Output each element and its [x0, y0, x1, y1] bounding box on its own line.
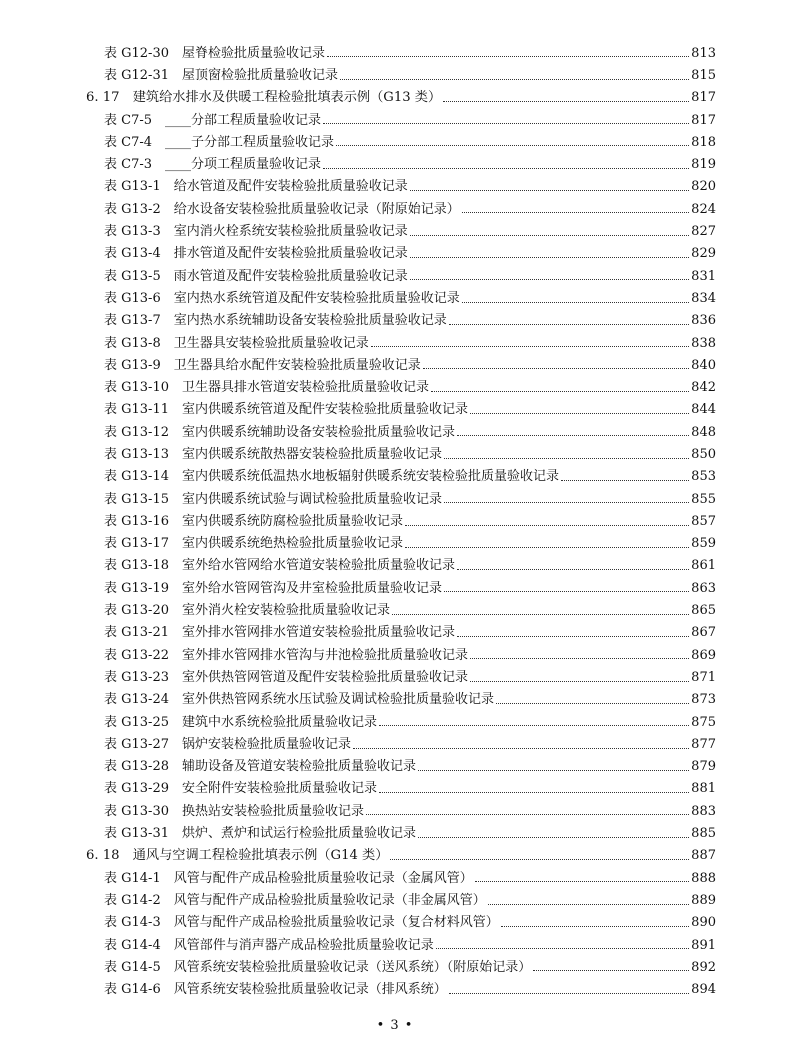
dot-leader	[410, 257, 689, 258]
toc-page-number: 890	[691, 915, 716, 931]
dot-leader	[533, 970, 689, 971]
dot-leader	[418, 770, 689, 771]
toc-entry[interactable]	[0, 376, 790, 398]
toc-entry-label: 表 G13-7 室内热水系统辅助设备安装检验批质量验收记录	[104, 313, 447, 329]
toc-entry[interactable]	[0, 243, 790, 265]
dot-leader	[371, 346, 689, 347]
toc-entry-label: 表 G12-30 屋脊检验批质量验收记录	[104, 45, 325, 61]
dot-leader	[457, 435, 689, 436]
toc-entry[interactable]	[0, 332, 790, 354]
toc-entry[interactable]	[0, 533, 790, 555]
dot-leader	[392, 614, 689, 615]
dot-leader	[431, 391, 689, 392]
dot-leader	[423, 368, 689, 369]
toc-page-number: 848	[691, 424, 716, 440]
toc-entry[interactable]	[0, 287, 790, 309]
dot-leader	[449, 993, 689, 994]
toc-entry[interactable]	[0, 778, 790, 800]
toc-entry[interactable]	[0, 867, 790, 889]
toc-entry-label: 表 G12-31 屋顶窗检验批质量验收记录	[104, 67, 338, 83]
toc-page-number: 877	[691, 736, 716, 752]
toc-page-number: 853	[691, 469, 716, 485]
toc-page-number: 894	[691, 982, 716, 998]
toc-page-number: 865	[691, 603, 716, 619]
toc-entry-label: 表 G13-14 室内供暖系统低温热水地板辐射供暖系统安装检验批质量验收记录	[104, 469, 559, 485]
toc-page-number: 817	[691, 90, 716, 106]
toc-entry-label: 表 G13-3 室内消火栓系统安装检验批质量验收记录	[104, 224, 408, 240]
toc-section[interactable]	[0, 87, 790, 109]
dot-leader	[405, 525, 689, 526]
toc-entry-label: 表 G13-22 室外排水管网排水管沟与井池检验批质量验收记录	[104, 647, 468, 663]
dot-leader	[379, 725, 689, 726]
dot-leader	[457, 569, 689, 570]
toc-entry[interactable]	[0, 131, 790, 153]
dot-leader	[501, 926, 689, 927]
toc-entry-label: 表 G13-12 室内供暖系统辅助设备安装检验批质量验收记录	[104, 424, 455, 440]
toc-page-number: 842	[691, 380, 716, 396]
toc-entry[interactable]	[0, 577, 790, 599]
toc-entry[interactable]	[0, 934, 790, 956]
toc-entry-label: 表 C7-4 ____子分部工程质量验收记录	[104, 134, 335, 150]
toc-entry-label: 表 G13-25 建筑中水系统检验批质量验收记录	[104, 714, 377, 730]
dot-leader	[410, 190, 689, 191]
toc-entry[interactable]	[0, 198, 790, 220]
dot-leader	[327, 56, 689, 57]
toc-page-number: 819	[691, 157, 716, 173]
toc-page-number: 881	[691, 781, 716, 797]
dot-leader	[336, 145, 689, 146]
toc-entry[interactable]	[0, 666, 790, 688]
toc-entry[interactable]	[0, 956, 790, 978]
toc-entry[interactable]	[0, 889, 790, 911]
toc-page-number: 879	[691, 759, 716, 775]
dot-leader	[436, 948, 689, 949]
toc-entry-label: 6. 18 通风与空调工程检验批填表示例（G14 类）	[86, 848, 389, 864]
toc-page-number: 840	[691, 357, 716, 373]
dot-leader	[470, 658, 689, 659]
toc-entry-label: 表 G13-1 给水管道及配件安装检验批质量验收记录	[104, 179, 408, 195]
page-number: • 3 •	[376, 1018, 414, 1033]
toc-page-number: 844	[691, 402, 716, 418]
dot-leader	[340, 79, 689, 80]
toc-page-number: 861	[691, 558, 716, 574]
toc-page-number: 867	[691, 625, 716, 641]
toc-page-number: 863	[691, 580, 716, 596]
dot-leader	[410, 235, 689, 236]
toc-entry-label: 表 G13-18 室外给水管网给水管道安装检验批质量验收记录	[104, 558, 455, 574]
toc-page-number: 813	[691, 45, 716, 61]
toc-entry[interactable]	[0, 912, 790, 934]
toc-page-number: 834	[691, 290, 716, 306]
dot-leader	[443, 101, 689, 102]
toc-page-number: 855	[691, 491, 716, 507]
toc-entry[interactable]	[0, 109, 790, 131]
toc-entry-label: 6. 17 建筑给水排水及供暖工程检验批填表示例（G13 类）	[86, 90, 442, 106]
toc-entry-label: 表 G13-16 室内供暖系统防腐检验批质量验收记录	[104, 513, 403, 529]
toc-entry[interactable]	[0, 443, 790, 465]
toc-entry-label: 表 G13-19 室外给水管网管沟及井室检验批质量验收记录	[104, 580, 442, 596]
toc-entry[interactable]	[0, 265, 790, 287]
toc-entry-label: 表 G13-6 室内热水系统管道及配件安装检验批质量验收记录	[104, 290, 460, 306]
toc-page-number: 817	[691, 112, 716, 128]
toc-entry[interactable]	[0, 555, 790, 577]
toc-entry-label: 表 G14-2 风管与配件产成品检验批质量验收记录（非金属风管）	[104, 892, 486, 908]
dot-leader	[470, 681, 689, 682]
dot-leader	[379, 792, 689, 793]
toc-entry[interactable]	[0, 978, 790, 1000]
toc-page-number: 824	[691, 201, 716, 217]
toc-page-number: 831	[691, 268, 716, 284]
toc-entry-label: 表 G13-9 卫生器具给水配件安装检验批质量验收记录	[104, 357, 421, 373]
toc-entry-label: 表 G13-8 卫生器具安装检验批质量验收记录	[104, 335, 369, 351]
dot-leader	[488, 904, 689, 905]
toc-entry-label: 表 G14-4 风管部件与消声器产成品检验批质量验收记录	[104, 937, 434, 953]
toc-entry[interactable]	[0, 153, 790, 175]
toc-entry-label: 表 G13-20 室外消火栓安装检验批质量验收记录	[104, 603, 390, 619]
toc-page-number: 869	[691, 647, 716, 663]
dot-leader	[449, 324, 689, 325]
toc-entry-label: 表 G13-28 辅助设备及管道安装检验批质量验收记录	[104, 759, 416, 775]
toc-page-number: 871	[691, 669, 716, 685]
dot-leader	[410, 279, 689, 280]
toc-page-number: 888	[691, 870, 716, 886]
toc-entry[interactable]	[0, 800, 790, 822]
toc-entry[interactable]	[0, 42, 790, 64]
toc-page-number: 859	[691, 536, 716, 552]
toc-entry-label: 表 G14-1 风管与配件产成品检验批质量验收记录（金属风管）	[104, 870, 473, 886]
dot-leader	[496, 703, 689, 704]
toc-entry[interactable]	[0, 599, 790, 621]
dot-leader	[475, 881, 689, 882]
toc-entry[interactable]	[0, 711, 790, 733]
toc-entry[interactable]	[0, 310, 790, 332]
toc-entry-label: 表 C7-3 ____分项工程质量验收记录	[104, 157, 322, 173]
toc-entry[interactable]	[0, 733, 790, 755]
toc-entry[interactable]	[0, 488, 790, 510]
toc-entry[interactable]	[0, 176, 790, 198]
toc-entry[interactable]	[0, 510, 790, 532]
toc-page-number: 875	[691, 714, 716, 730]
toc-page-number: 892	[691, 959, 716, 975]
toc-entry[interactable]	[0, 354, 790, 376]
toc-entry-label: 表 C7-5 ____分部工程质量验收记录	[104, 112, 322, 128]
dot-leader	[390, 859, 689, 860]
toc-entry-label: 表 G13-10 卫生器具排水管道安装检验批质量验收记录	[104, 380, 429, 396]
dot-leader	[353, 748, 689, 749]
toc-entry-label: 表 G13-13 室内供暖系统散热器安装检验批质量验收记录	[104, 446, 442, 462]
toc-entry-label: 表 G13-5 雨水管道及配件安装检验批质量验收记录	[104, 268, 408, 284]
toc-entry-label: 表 G14-3 风管与配件产成品检验批质量验收记录（复合材料风管）	[104, 915, 499, 931]
toc-entry[interactable]	[0, 399, 790, 421]
dot-leader	[470, 413, 689, 414]
table-of-contents	[0, 42, 790, 1001]
toc-page-number: 857	[691, 513, 716, 529]
toc-entry-label: 表 G14-6 风管系统安装检验批质量验收记录（排风系统）	[104, 982, 447, 998]
toc-page-number: 836	[691, 313, 716, 329]
toc-entry-label: 表 G13-21 室外排水管网排水管道安装检验批质量验收记录	[104, 625, 455, 641]
toc-entry-label: 表 G13-31 烘炉、煮炉和试运行检验批质量验收记录	[104, 826, 416, 842]
toc-section[interactable]	[0, 845, 790, 867]
toc-page-number: 887	[691, 848, 716, 864]
dot-leader	[444, 502, 689, 503]
toc-page-number: 885	[691, 826, 716, 842]
dot-leader	[462, 302, 689, 303]
dot-leader	[405, 547, 689, 548]
toc-entry-label: 表 G13-23 室外供热管网管道及配件安装检验批质量验收记录	[104, 669, 468, 685]
dot-leader	[323, 168, 689, 169]
toc-page-number: 873	[691, 692, 716, 708]
toc-entry[interactable]	[0, 421, 790, 443]
toc-entry-label: 表 G13-27 锅炉安装检验批质量验收记录	[104, 736, 351, 752]
toc-page-number: 891	[691, 937, 716, 953]
toc-entry[interactable]	[0, 644, 790, 666]
toc-entry[interactable]	[0, 689, 790, 711]
dot-leader	[323, 123, 689, 124]
toc-entry[interactable]	[0, 756, 790, 778]
toc-entry-label: 表 G13-2 给水设备安装检验批质量验收记录（附原始记录）	[104, 201, 460, 217]
toc-entry-label: 表 G14-5 风管系统安装检验批质量验收记录（送风系统）（附原始记录）	[104, 959, 532, 975]
toc-entry-label: 表 G13-17 室内供暖系统绝热检验批质量验收记录	[104, 536, 403, 552]
dot-leader	[444, 591, 689, 592]
toc-entry-label: 表 G13-4 排水管道及配件安装检验批质量验收记录	[104, 246, 408, 262]
dot-leader	[418, 837, 689, 838]
toc-page-number: 815	[691, 67, 716, 83]
dot-leader	[462, 212, 689, 213]
dot-leader	[444, 458, 689, 459]
toc-entry-label: 表 G13-29 安全附件安装检验批质量验收记录	[104, 781, 377, 797]
toc-page-number: 820	[691, 179, 716, 195]
toc-page-number: 818	[691, 134, 716, 150]
toc-page-number: 883	[691, 803, 716, 819]
toc-page-number: 850	[691, 446, 716, 462]
toc-entry[interactable]	[0, 466, 790, 488]
toc-entry-label: 表 G13-11 室内供暖系统管道及配件安装检验批质量验收记录	[104, 402, 468, 418]
toc-entry[interactable]	[0, 64, 790, 86]
toc-entry[interactable]	[0, 822, 790, 844]
toc-entry-label: 表 G13-30 换热站安装检验批质量验收记录	[104, 803, 364, 819]
toc-entry[interactable]	[0, 622, 790, 644]
dot-leader	[561, 480, 689, 481]
toc-entry-label: 表 G13-15 室内供暖系统试验与调试检验批质量验收记录	[104, 491, 442, 507]
toc-page-number: 838	[691, 335, 716, 351]
toc-entry-label: 表 G13-24 室外供热管网系统水压试验及调试检验批质量验收记录	[104, 692, 494, 708]
toc-entry[interactable]	[0, 220, 790, 242]
toc-page-number: 829	[691, 246, 716, 262]
toc-page-number: 827	[691, 224, 716, 240]
dot-leader	[366, 814, 689, 815]
toc-page-number: 889	[691, 892, 716, 908]
dot-leader	[457, 636, 689, 637]
